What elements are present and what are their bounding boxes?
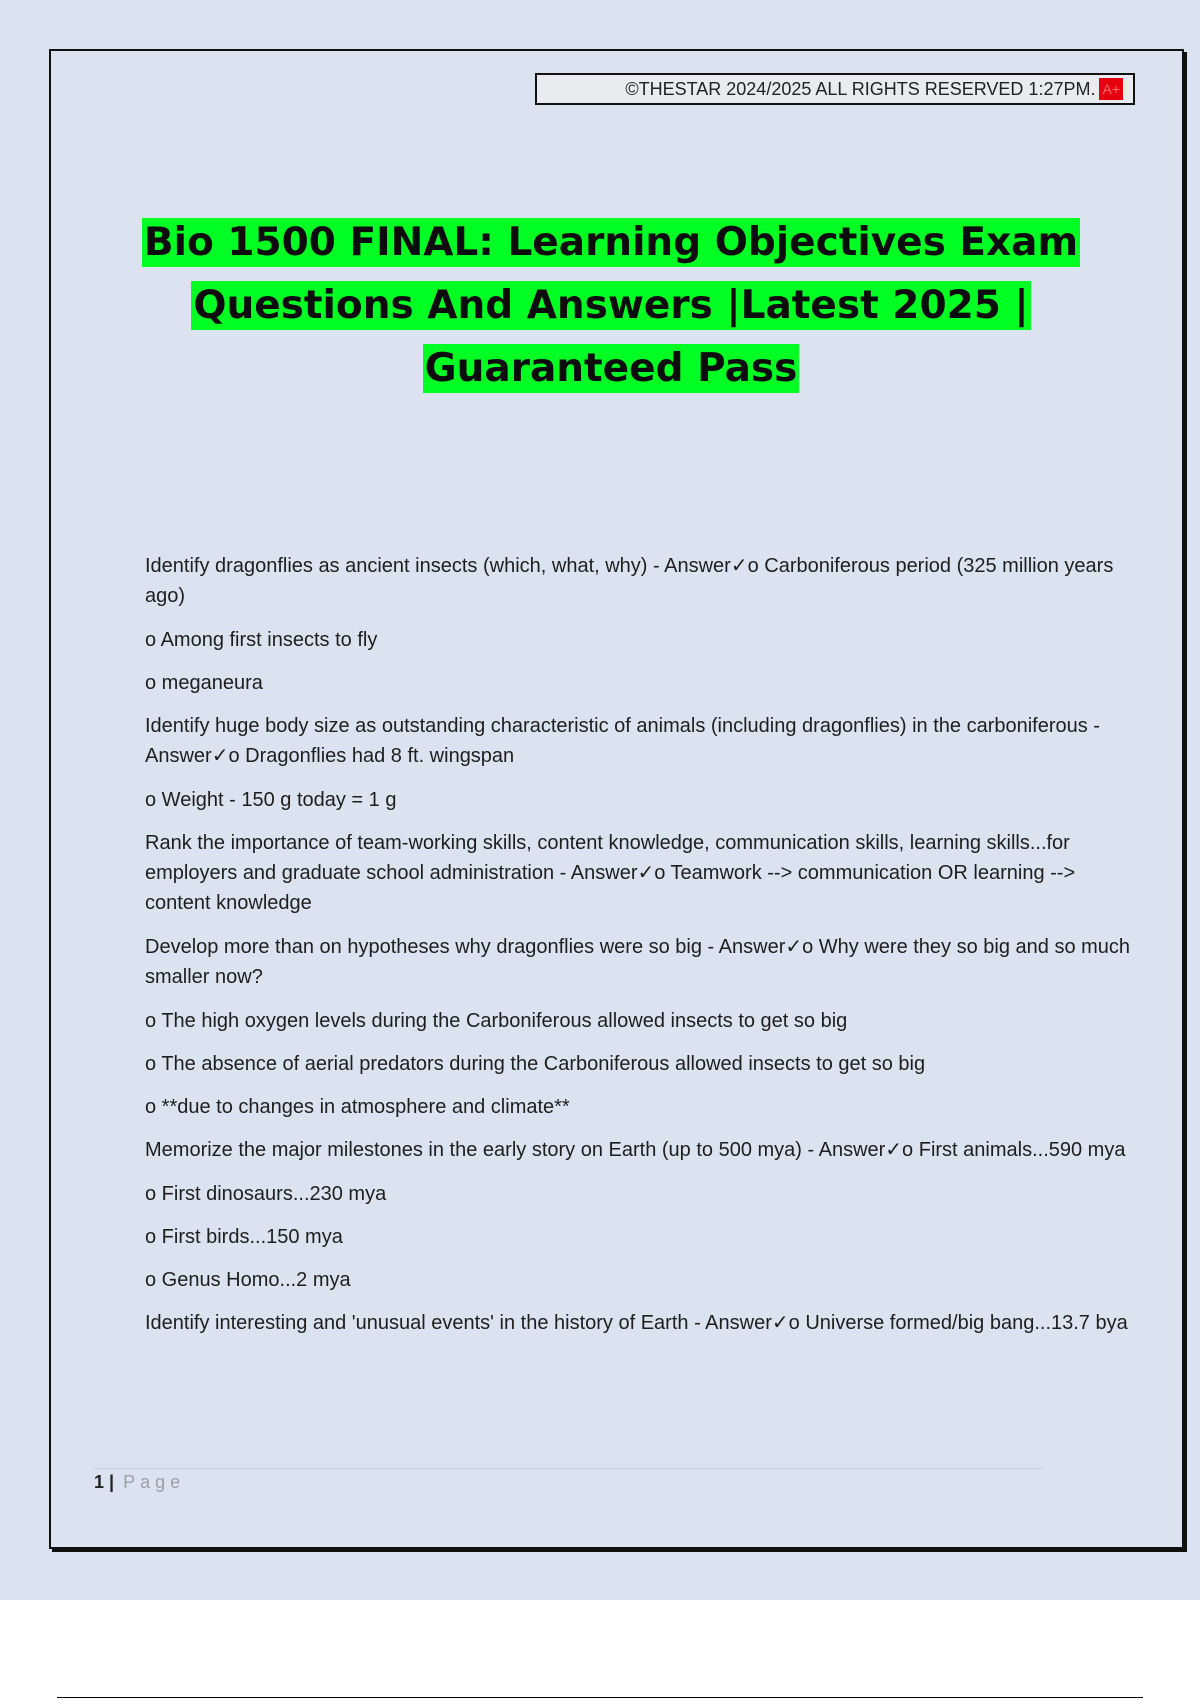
next-page-divider <box>57 1697 1143 1698</box>
answer-bullet: o First dinosaurs...230 mya <box>145 1183 387 1205</box>
question-dragonflies-ancient: Identify dragonflies as ancient insects (which, what, why) - Answer✓o Carboniferous period (325 million years ago) <box>145 555 1114 607</box>
page-label: Page <box>123 1472 186 1492</box>
answer-bullet: o The high oxygen levels during the Carboniferous allowed insects to get so big <box>145 1010 848 1032</box>
document-body <box>145 551 1135 1352</box>
question-unusual-events: Identify interesting and 'unusual events' in the history of Earth - Answer✓o Universe formed/big bang...13.7 bya <box>145 1312 1128 1334</box>
document-title <box>111 211 1111 400</box>
question-body-size: Identify huge body size as outstanding characteristic of animals (including dragonflies) in the carboniferous - Answer✓o Dragonflies had 8 ft. wingspan <box>145 715 1100 767</box>
page-number: 1 <box>94 1472 105 1492</box>
question-rank-skills: Rank the importance of team-working skills, content knowledge, communication skills, learning skills...for employers and graduate school administration - Answer✓o Teamwork --> communication OR learning --> content knowledge <box>145 832 1076 914</box>
answer-bullet: o The absence of aerial predators during the Carboniferous allowed insects to get so big <box>145 1053 926 1075</box>
answer-bullet: o **due to changes in atmosphere and climate** <box>145 1096 570 1118</box>
answer-bullet: o Among first insects to fly <box>145 629 378 651</box>
answer-bullet: o Weight - 150 g today = 1 g <box>145 789 397 811</box>
copyright-text: ©THESTAR 2024/2025 ALL RIGHTS RESERVED 1:27PM. <box>625 78 1096 99</box>
question-hypotheses: Develop more than on hypotheses why dragonflies were so big - Answer✓o Why were they so big and so much smaller now? <box>145 936 1131 988</box>
answer-bullet: o First birds...150 mya <box>145 1226 343 1248</box>
copyright-header <box>535 73 1135 105</box>
page-separator: | <box>109 1472 115 1492</box>
answer-bullet: o Genus Homo...2 mya <box>145 1269 351 1291</box>
page-footer <box>94 1472 185 1493</box>
footer-divider <box>94 1468 1044 1469</box>
question-milestones: Memorize the major milestones in the early story on Earth (up to 500 mya) - Answer✓o First animals...590 mya <box>145 1139 1126 1161</box>
title-line-1: Bio 1500 FINAL: Learning Objectives Exam <box>143 220 1079 265</box>
title-line-2: Questions And Answers |Latest 2025 | <box>193 283 1029 328</box>
title-line-3: Guaranteed Pass <box>424 346 798 391</box>
grade-badge: A+ <box>1099 78 1123 100</box>
document-page <box>49 49 1184 1549</box>
answer-bullet: o meganeura <box>145 672 263 694</box>
